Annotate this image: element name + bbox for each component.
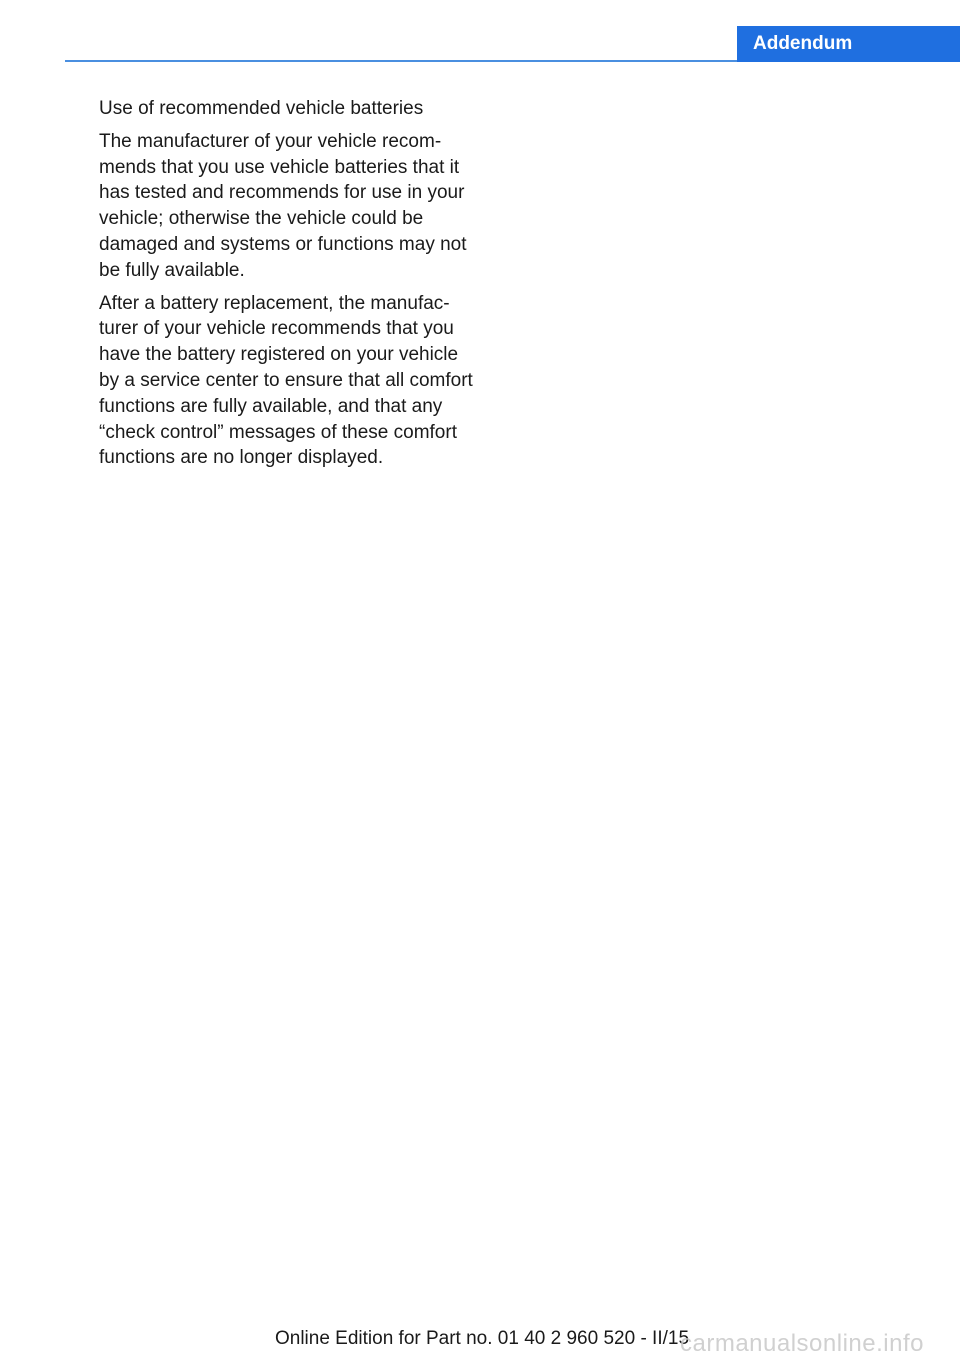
paragraph-replacement: After a battery replacement, the manufacturer of your vehicle recommends that you have the battery registered on your vehicle by a service center to ensure that all comfort functions are fully available, and that any “check control” messages of these comfort functions are no longer displayed. — [99, 292, 473, 469]
main-content — [99, 96, 481, 478]
watermark: carmanualsonline.info — [680, 1330, 924, 1357]
footer-edition: Online Edition for Part no. 01 40 2 960 520 - II/15 — [274, 1328, 690, 1349]
paragraph-recommendation: The manufacturer of your vehicle recommends that you use vehicle batteries that it has tested and recommends for use in your vehicle; otherwise the vehicle could be damaged and systems or functions may not be fully available. — [99, 130, 467, 281]
subheading: Use of recommended vehicle batteries — [99, 98, 424, 119]
section-tab-label: Addendum — [753, 33, 853, 54]
section-tab — [737, 26, 960, 62]
